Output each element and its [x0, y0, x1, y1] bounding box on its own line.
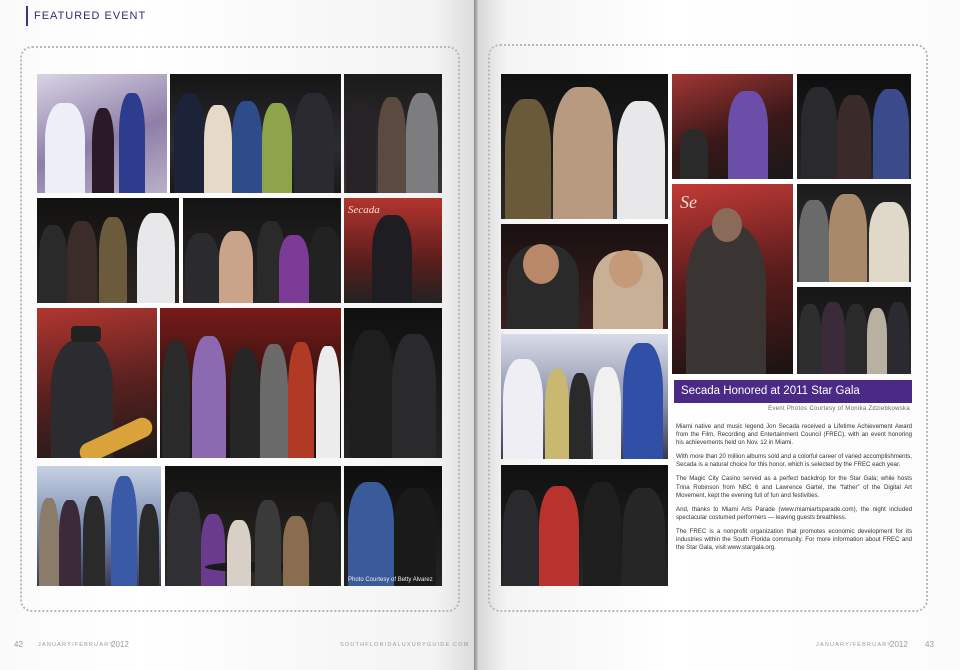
section-label: FEATURED EVENT	[26, 6, 146, 26]
photo	[501, 224, 668, 329]
photo	[501, 334, 668, 459]
photo	[160, 308, 341, 458]
photo	[37, 74, 167, 193]
photo	[797, 184, 911, 282]
photo-credit: Photo Courtesy of Betty Alvarez	[348, 577, 433, 583]
photo: Se	[672, 184, 793, 374]
issue-label: JANUARY/FEBRUARY	[38, 642, 115, 648]
photo	[501, 465, 668, 586]
article-paragraph: With more than 20 million albums sold and a colorful career of varied accomplishments, Secada is a natural choice for this honor, which is selected by the FREC each year.	[676, 453, 912, 469]
photo	[165, 466, 341, 586]
article-body	[676, 423, 912, 558]
left-page	[0, 0, 474, 670]
article-paragraph: The FREC is a nonprofit organization that promotes economic development for its industries within the South Florida community. For more information about FREC and the Star Gala, visit www.stargala.org.	[676, 527, 912, 552]
issue-label: JANUARY/FEBRUARY	[816, 642, 893, 648]
photo: Secada	[344, 198, 442, 303]
issue-year: 2012	[890, 640, 908, 649]
photo	[37, 308, 157, 458]
photo	[672, 74, 793, 179]
photo	[37, 198, 179, 303]
photo	[344, 466, 442, 586]
photo	[501, 74, 668, 219]
article-title: Secada Honored at 2011 Star Gala	[674, 380, 912, 403]
photo	[37, 466, 161, 586]
photo	[797, 74, 911, 179]
photo	[170, 74, 341, 193]
photo	[344, 308, 442, 458]
photo	[183, 198, 341, 303]
page-number: 43	[925, 640, 934, 649]
website-label: SOUTHFLORIDALUXURYGUIDE.COM	[340, 642, 470, 648]
photo	[344, 74, 442, 193]
article-paragraph: Miami native and music legend Jon Secada received a Lifetime Achievement Award from the Film, Recording and Entertainment Council (FREC), with an event honoring his achievements held on Nov. 12 in Miami.	[676, 423, 912, 447]
page-number: 42	[14, 640, 23, 649]
article-paragraph: The Magic City Casino served as a perfect backdrop for the Star Gala; while hosts Trina Robinson from NBC 6 and Lawrence Gartel, the “father” of the Digital Art Movement, kept the evening full of fun and festivities.	[676, 475, 912, 499]
issue-year: 2012	[111, 640, 129, 649]
photo-credit-line: Event Photos Courtesy of Monika Zdziebkowska	[768, 406, 910, 412]
article-paragraph: And, thanks to Miami Arts Parade (www.miamiartsparade.com), the night included spectacular costumed performers — leaving guests breathless.	[676, 505, 912, 521]
photo	[797, 287, 911, 374]
